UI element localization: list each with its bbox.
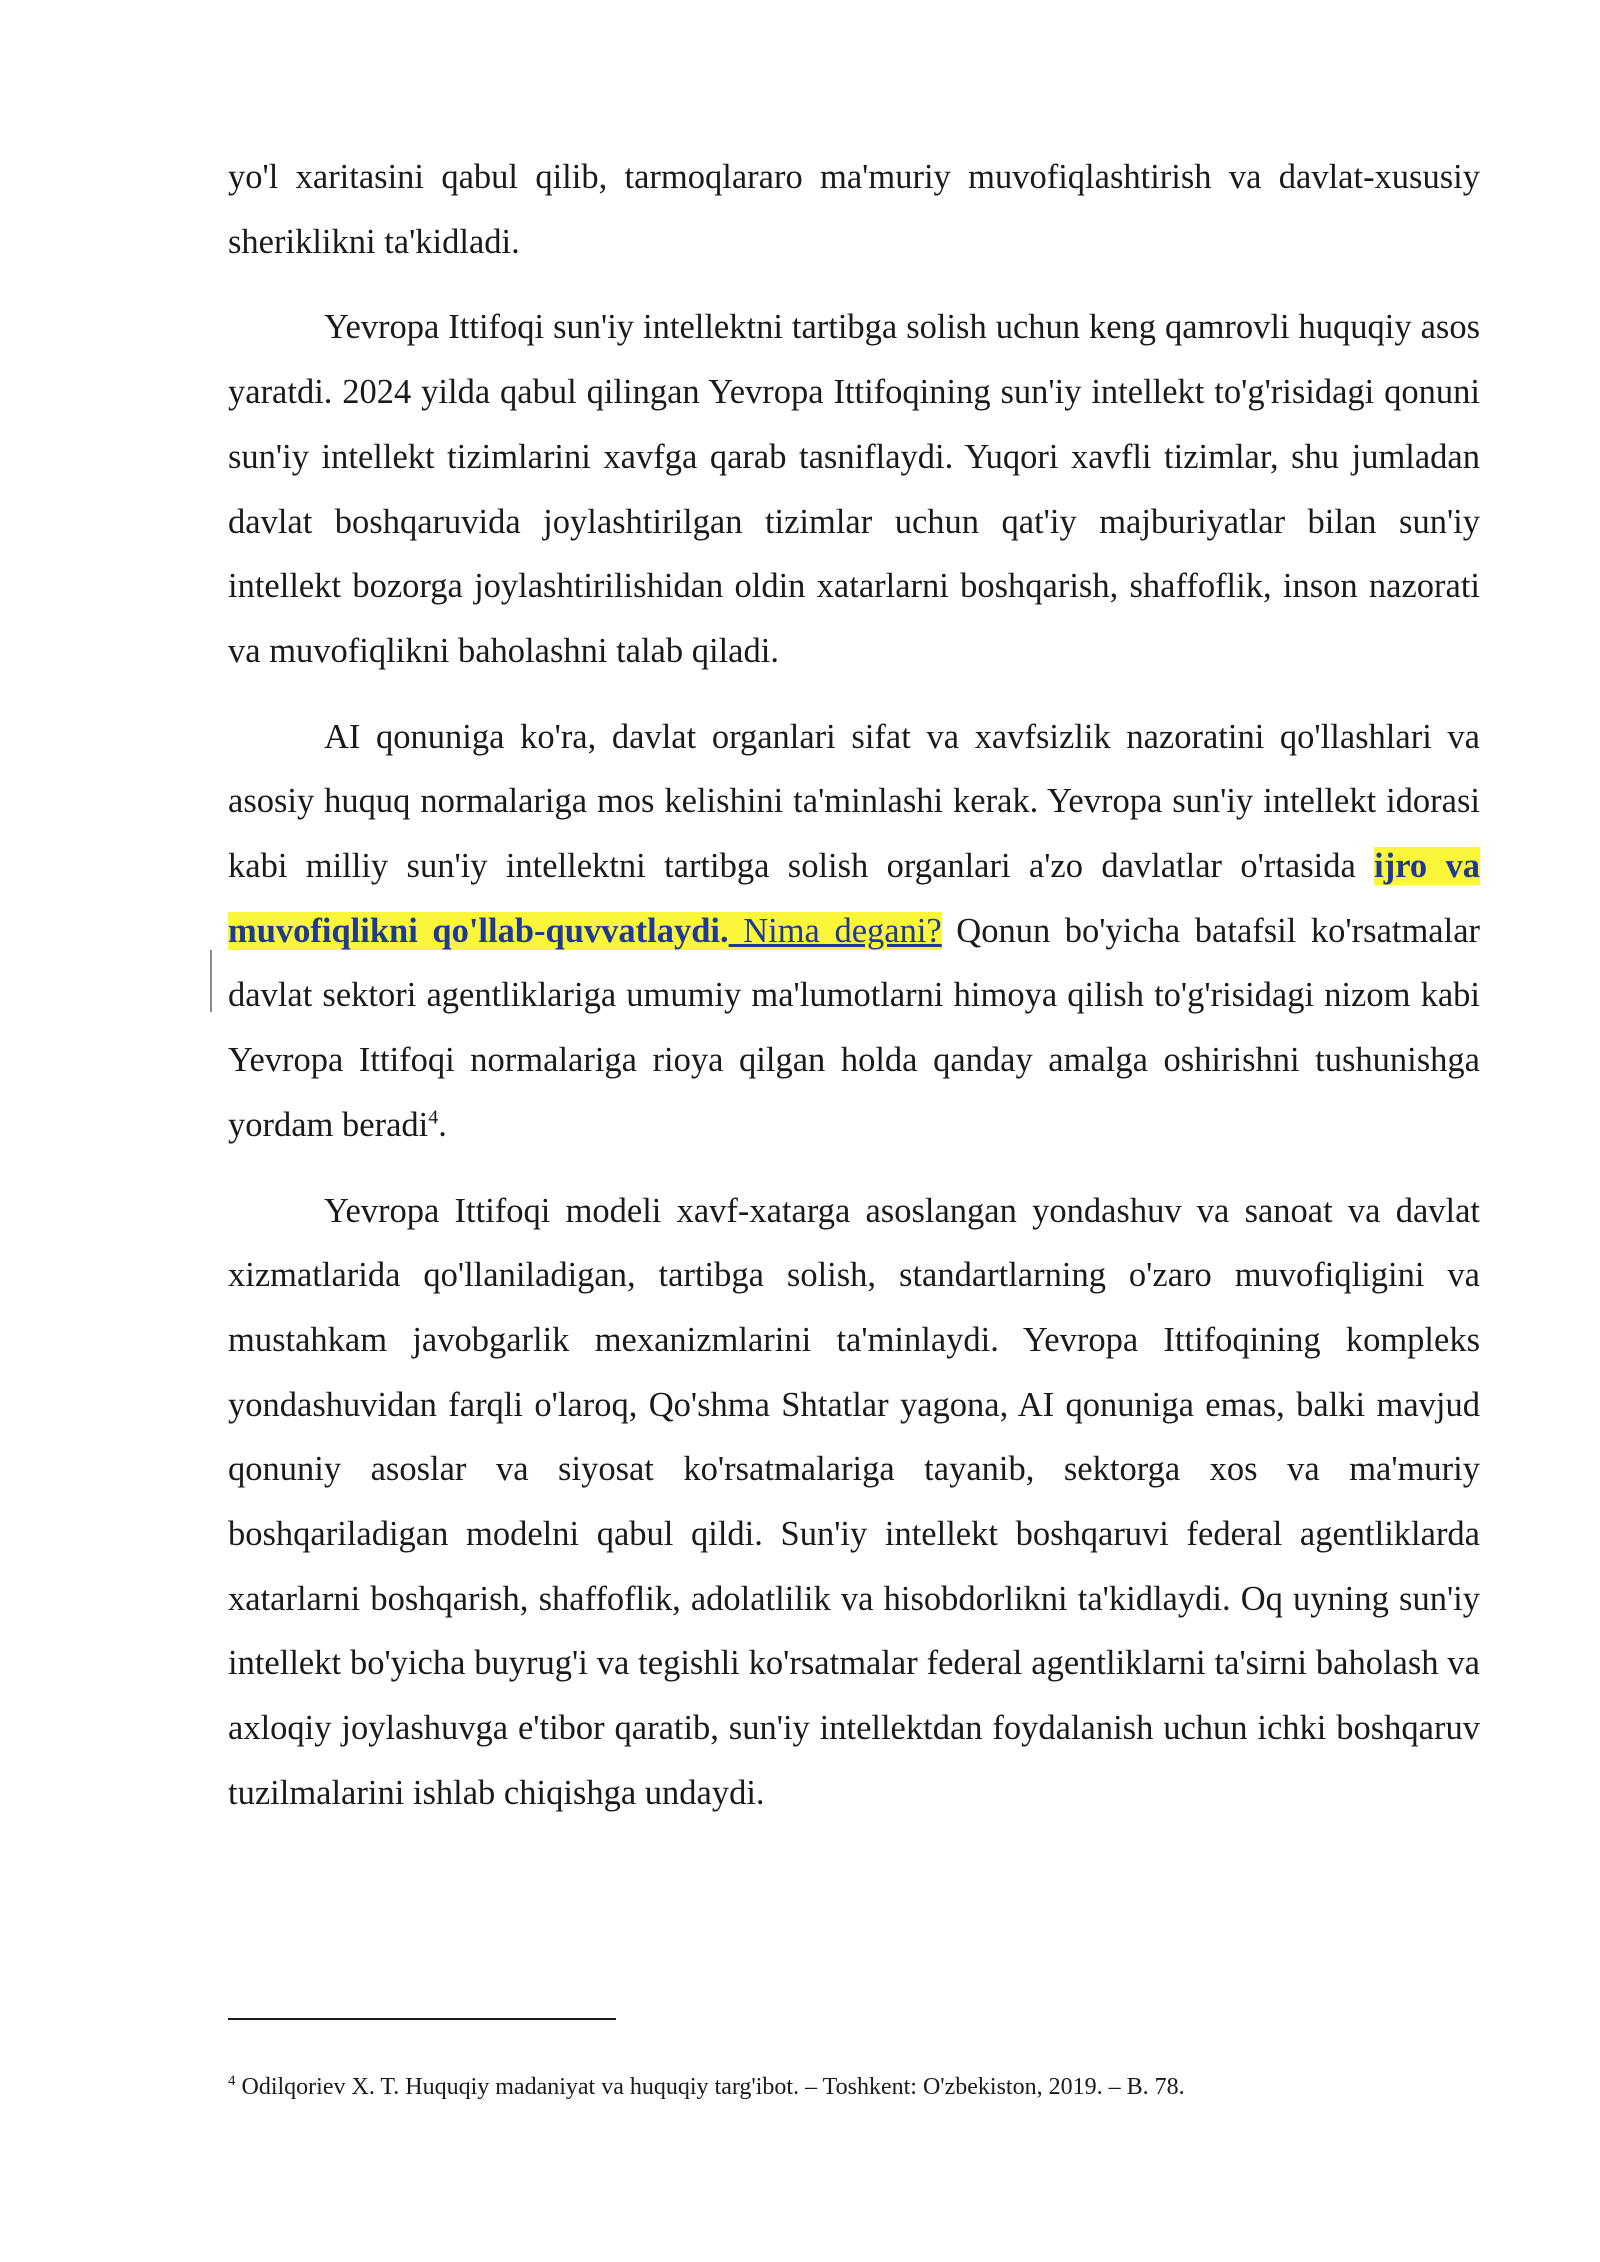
paragraph-3-text-before: AI qonuniga ko'ra, davlat organlari sifat va xavfsizlik nazoratini qo'llashlari va asosiy huquq normalariga mos kelishini ta'minlashi kerak. Yevropa sun'iy intellekt idorasi kabi milliy sun'iy intellektni tartibga solish organlari a'zo davlatlar o'rtasida	[228, 717, 1480, 886]
footnote-number: 4	[228, 2073, 236, 2089]
highlighted-phrase: ijro va muvofiqlikni qo'llab-quvvatlaydi.	[228, 847, 1480, 950]
change-marker-bar	[210, 950, 212, 1012]
paragraph-3-end: .	[438, 1105, 447, 1144]
footnote-text: Odilqoriev X. T. Huquqiy madaniyat va huquqiy targ'ibot. – Toshkent: O'zbekiston, 2019. – B. 78.	[235, 2074, 1185, 2100]
paragraph-4: Yevropa Ittifoqi modeli xavf-xatarga asoslangan yondashuv va sanoat va davlat xizmatlarida qo'llaniladigan, tartibga solish, standartlarning o'zaro muvofiqligini va mustahkam javobgarlik mexanizmlarini ta'minlaydi. Yevropa Ittifoqining kompleks yondashuvidan farqli o'laroq, Qo'shma Shtatlar yagona, AI qonuniga emas, balki mavjud qonuniy asoslar va siyosat ko'rsatmalariga tayanib, sektorga xos va ma'muriy boshqariladigan modelni qabul qildi. Sun'iy intellekt boshqaruvi federal agentliklarda xatarlarni boshqarish, shaffoflik, adolatlilik va hisobdorlikni ta'kidlaydi. Oq uyning sun'iy intellekt bo'yicha buyrug'i va tegishli ko'rsatmalar federal agentliklarni ta'sirni baholash va axloqiy joylashuvga e'tibor qaratib, sun'iy intellektdan foydalanish uchun ichki boshqaruv tuzilmalarini ishlab chiqishga undaydi.	[228, 1191, 1480, 1812]
footnote-separator	[228, 2018, 616, 2020]
paragraph-1: yo'l xaritasini qabul qilib, tarmoqlararo ma'muriy muvofiqlashtirish va davlat-xususiy sheriklikni ta'kidladi.	[228, 158, 1480, 261]
body-text	[228, 145, 1480, 1826]
paragraph-3-text-after: Qonun bo'yicha batafsil ko'rsatmalar davlat sektori agentliklariga umumiy ma'lumotlarni himoya qilish to'g'risidagi nizom kabi Yevropa Ittifoqi normalariga rioya qilgan holda qanday amalga oshirishni tushunishga yordam beradi	[228, 911, 1481, 1144]
paragraph-2: Yevropa Ittifoqi sun'iy intellektni tartibga solish uchun keng qamrovli huquqiy asos yaratdi. 2024 yilda qabul qilingan Yevropa Ittifoqining sun'iy intellekt to'g'risidagi qonuni sun'iy intellekt tizimlarini xavfga qarab tasniflaydi. Yuqori xavfli tizimlar, shu jumladan davlat boshqaruvida joylashtirilgan tizimlar uchun qat'iy majburiyatlar bilan sun'iy intellekt bozorga joylashtirilishidan oldin xatarlarni boshqarish, shaffoflik, inson nazorati va muvofiqlikni baholashni talab qiladi.	[228, 308, 1480, 670]
footnote	[228, 2072, 1480, 2102]
paragraph-3	[228, 705, 1480, 1158]
footnote-reference[interactable]: 4	[428, 1106, 439, 1129]
comment-link[interactable]: Nima degani?	[728, 911, 942, 950]
